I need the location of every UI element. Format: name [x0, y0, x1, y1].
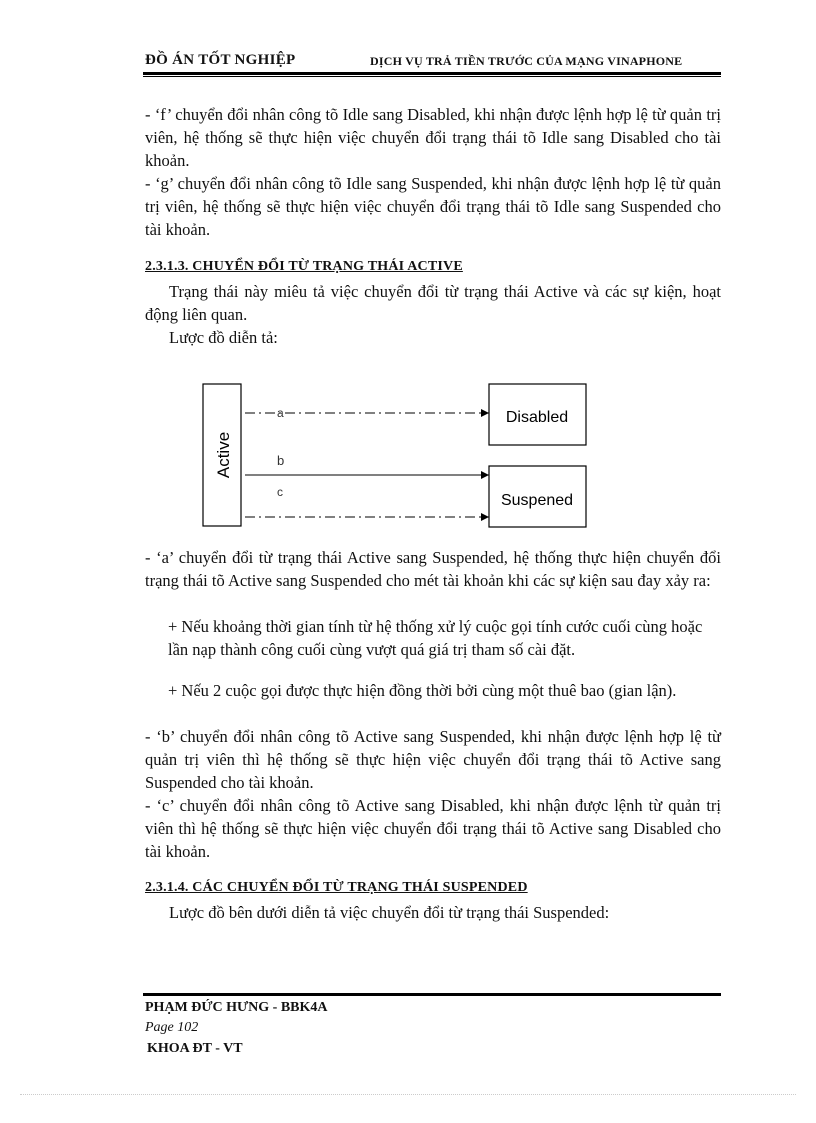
transition-label-a: a [277, 406, 284, 420]
transition-label-b: b [277, 453, 285, 468]
header-title-left: ĐỒ ÁN TỐT NGHIỆP [145, 52, 296, 68]
section-suspended-intro: Lược đồ bên dưới diễn tả việc chuyển đổi từ trạng thái Suspended: [169, 903, 610, 922]
state-diagram [195, 375, 595, 535]
header-rule [143, 72, 721, 75]
footer-department: KHOA ĐT - VT [147, 1041, 243, 1056]
header-title-right: DỊCH VỤ TRẢ TIỀN TRƯỚC CỦA MẠNG VINAPHONE [370, 54, 683, 68]
section-heading-suspended: 2.3.1.4. CÁC CHUYỂN ĐỔI TỪ TRẠNG THÁI SUSPENDED [145, 880, 528, 895]
paragraph-a: - ‘a’ chuyển đổi từ trạng thái Active sang Suspended, hệ thống thực hiện chuyển đổi trạng thái tõ Active sang Suspended cho mét tài khoản khi các sự kiện sau đay xảy ra: [145, 548, 721, 590]
bullet-condition-2: + Nếu 2 cuộc gọi được thực hiện đồng thời bởi cùng một thuê bao (gian lận). [168, 681, 677, 700]
paragraph-g: - ‘g’ chuyển đổi nhân công tõ Idle sang Suspended, khi nhận được lệnh hợp lệ từ quản trị viên, hệ thống sẽ thực hiện việc chuyển đổi trạng thái tõ Idle sang Suspended cho tài khoản. [145, 174, 721, 239]
header-rule-thin [143, 76, 721, 77]
paragraph-c: - ‘c’ chuyển đổi nhân công tõ Active sang Disabled, khi nhận được lệnh từ quản trị viên thì hệ thống sẽ thực hiện việc chuyển đổi trạng thái tõ Active sang Disabled cho tài khoản. [145, 796, 721, 861]
paragraph-f: - ‘f’ chuyển đổi nhân công tõ Idle sang Disabled, khi nhận được lệnh hợp lệ từ quản trị viên, hệ thống sẽ thực hiện việc chuyển đổi trạng thái tõ Idle sang Disabled cho tài khoản. [145, 105, 721, 170]
page-bottom-border [20, 1094, 796, 1095]
active-state-label: Active [214, 431, 233, 479]
footer-rule [143, 993, 721, 996]
footer-page-number: Page 102 [145, 1020, 199, 1035]
section-suspended-body [145, 901, 721, 924]
diagram-caption: Lược đồ diễn tả: [169, 328, 278, 347]
disabled-state-label: Disabled [505, 409, 569, 426]
section-heading-active: 2.3.1.3. CHUYỂN ĐỔI TỪ TRẠNG THÁI ACTIVE [145, 259, 463, 274]
footer-author: PHẠM ĐỨC HƯNG - BBK4A [145, 1000, 328, 1015]
paragraph-b: - ‘b’ chuyển đổi nhân công tõ Active sang Suspended, khi nhận được lệnh hợp lệ từ quản trị viên thì hệ thống sẽ thực hiện việc chuyển đổi trạng thái tõ Active sang Suspended cho tài khoản. [145, 727, 721, 792]
suspended-state-label: Suspened [500, 492, 574, 509]
section-active-intro: Trạng thái này miêu tả việc chuyển đổi từ trạng thái Active và các sự kiện, hoạt động liên quan. [145, 282, 721, 324]
transition-label-c: c [277, 485, 283, 499]
section-active-body [145, 280, 721, 349]
bullet-condition-1: + Nếu khoảng thời gian tính từ hệ thống xử lý cuộc gọi tính cước cuối cùng hoặc lần nạp thành công cuối cùng vượt quá giá trị tham số cài đặt. [168, 617, 703, 659]
intro-paragraphs [145, 103, 721, 241]
